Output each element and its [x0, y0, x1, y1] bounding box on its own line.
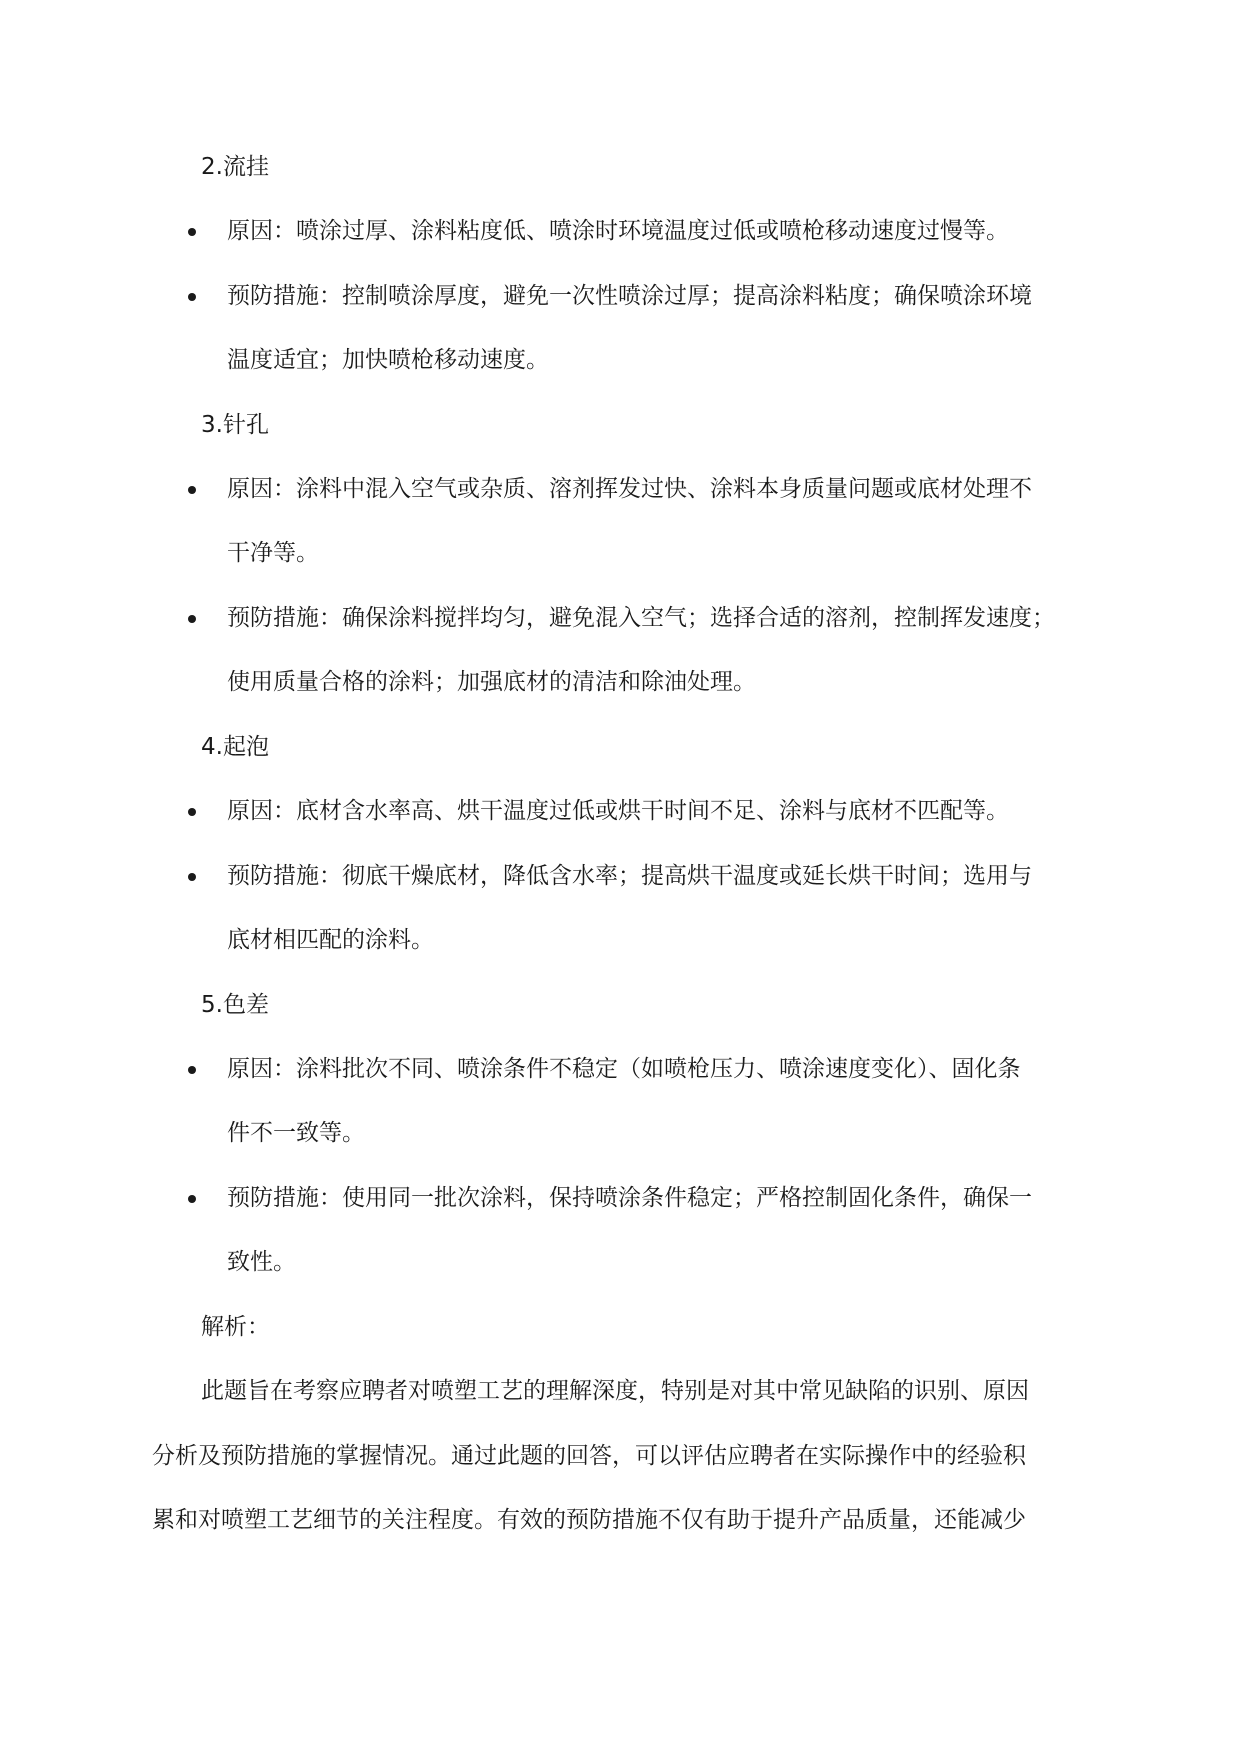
bullet-text-line: 使用质量合格的涂料；加强底材的清洁和除油处理。: [227, 669, 756, 695]
bullet-text-line: 预防措施：控制喷涂厚度，避免一次性喷涂过厚；提高涂料粘度；确保喷涂环境: [227, 283, 1032, 309]
analysis-paragraph-line: 分析及预防措施的掌握情况。通过此题的回答，可以评估应聘者在实际操作中的经验积: [152, 1443, 1026, 1469]
bullet-text-line: 件不一致等。: [227, 1120, 365, 1146]
bullet-text-line: 原因：喷涂过厚、涂料粘度低、喷涂时环境温度过低或喷枪移动速度过慢等。: [227, 218, 1009, 244]
bullet-text-line: 原因：涂料中混入空气或杂质、溶剂挥发过快、涂料本身质量问题或底材处理不: [227, 476, 1032, 502]
bullet-text-line: 原因：底材含水率高、烘干温度过低或烘干时间不足、涂料与底材不匹配等。: [227, 798, 1009, 824]
bullet-text-line: 原因：涂料批次不同、喷涂条件不稳定（如喷枪压力、喷涂速度变化）、固化条: [227, 1056, 1021, 1082]
analysis-paragraph-line: 此题旨在考察应聘者对喷塑工艺的理解深度，特别是对其中常见缺陷的识别、原因: [201, 1378, 1029, 1404]
bullet-icon: [188, 1195, 196, 1203]
section-heading-sagging: 2.流挂: [201, 154, 269, 180]
bullet-text-line: 预防措施：使用同一批次涂料，保持喷涂条件稳定；严格控制固化条件，确保一: [227, 1185, 1032, 1211]
bullet-text-line: 预防措施：确保涂料搅拌均匀，避免混入空气；选择合适的溶剂，控制挥发速度；: [227, 605, 1055, 631]
section-heading-blistering: 4.起泡: [201, 734, 269, 760]
bullet-icon: [188, 228, 196, 236]
analysis-paragraph-line: 累和对喷塑工艺细节的关注程度。有效的预防措施不仅有助于提升产品质量，还能减少: [152, 1507, 1026, 1533]
bullet-text-line: 预防措施：彻底干燥底材，降低含水率；提高烘干温度或延长烘干时间；选用与: [227, 863, 1032, 889]
bullet-icon: [188, 293, 196, 301]
bullet-text-line: 温度适宜；加快喷枪移动速度。: [227, 347, 549, 373]
section-heading-pinholes: 3.针孔: [201, 412, 269, 438]
analysis-label: 解析：: [201, 1314, 270, 1340]
bullet-icon: [188, 1066, 196, 1074]
bullet-icon: [188, 615, 196, 623]
section-heading-color-difference: 5.色差: [201, 992, 269, 1018]
bullet-icon: [188, 486, 196, 494]
bullet-text-line: 致性。: [227, 1249, 296, 1275]
bullet-text-line: 干净等。: [227, 540, 319, 566]
bullet-text-line: 底材相匹配的涂料。: [227, 927, 434, 953]
bullet-icon: [188, 873, 196, 881]
bullet-icon: [188, 808, 196, 816]
